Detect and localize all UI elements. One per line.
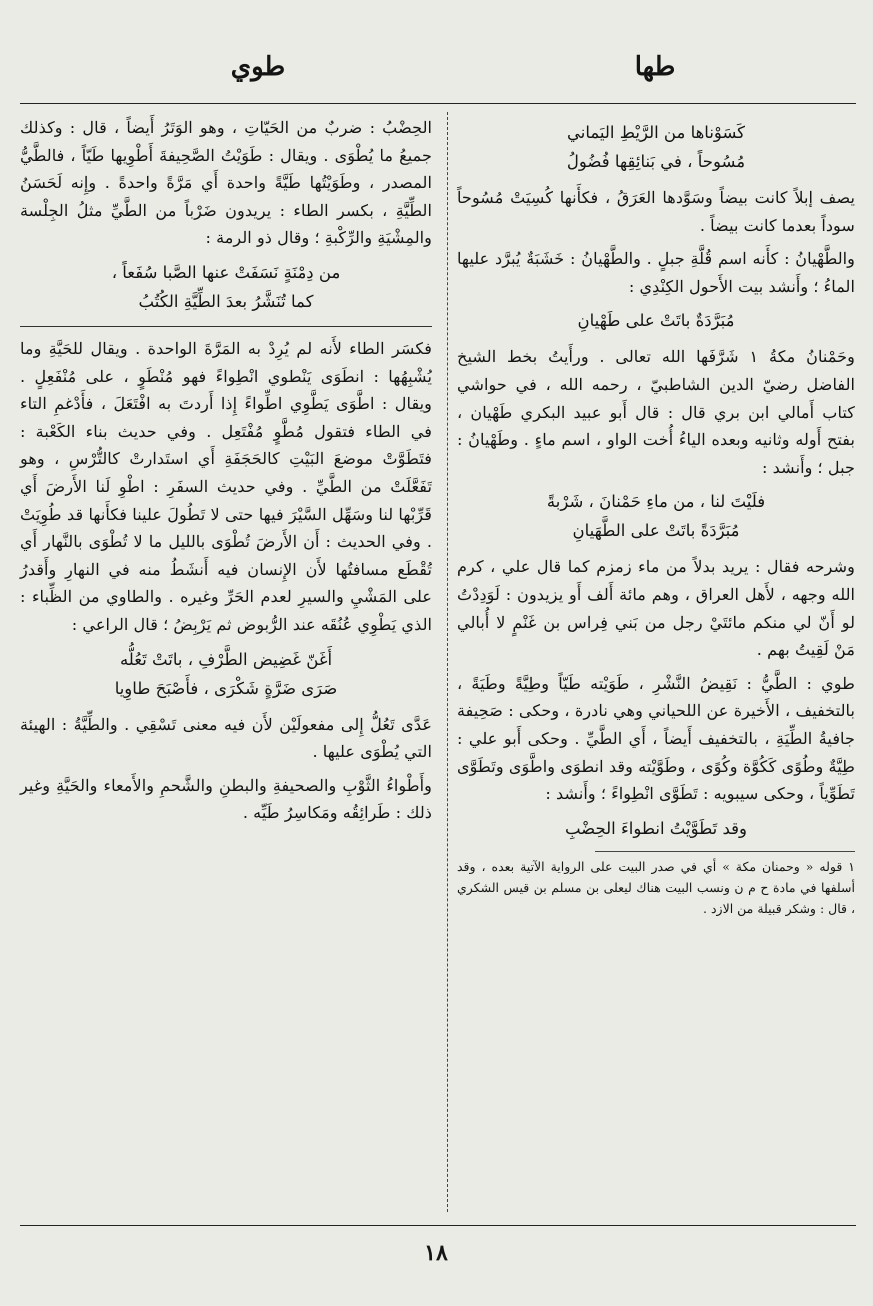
running-head-right: طها: [634, 52, 676, 82]
verse: [20, 645, 432, 703]
verse-line: مُسُوحاً ، في بَنائِقِها فُضُولُ: [566, 152, 746, 171]
verse-line: وقد تَطَوَّيْتُ انطواءَ الحِضْبِ: [564, 818, 748, 838]
paragraph: فكسَر الطاء لأَنه لم يُرِدْ به المَرَّةَ الواحدة . ويقال للحَيَّةِ وما يُشْبِهُها : انطَوَى يَنْطوي انْطِواءً فهو مُنْطَوٍ ، على مُنْفَعِلٍ . ويقال : اطَّوَى يَطَّوِي اطِّواءً إِذا أَردتَ به افْتَعَلَ ، فأَدْغمِ التاء في الطاء فتقول مُطَّوٍ مُفْتَعِل . وفي حديث بناء الكَعْبة : فتَطَوَّتْ موضعَ البَيْتِ كالحَجَفَةِ أَي استَدارتْ كالتُّرْسِ ، وهو تَفَعَّلَتْ من الطَّيِّ . وفي حديث السفَرِ : اطْوِ لَنا الأَرضَ أَي قَرِّبْها لنا وسَهِّل السَّيْرَ فيها حتى لا تَطُولَ علينا فكأَنها قد طُوِيَتْ . وفي الحديث : أَن الأَرضَ تُطْوَى بالليل ما لا تُطْوَى بالنَّهار أَي تُقْطَع مسافتُها لأَن الإِنسان فيه أَنشَطُ منه في النهارِ وأَقدرُ على المَشْيِ والسيرِ لعدم الحَرِّ وغيره . والطاوي من الظِّباء : الذي يَطْوِي عُنُقَه عند الرُّبوض ثم يَرْبِضُ ؛ قال الراعي :: [20, 338, 432, 634]
verse: [457, 487, 855, 545]
footnote: ١ قوله « وحمنان مكة » أي في صدر البيت على الرواية الآتية بعده ، وقد أسلفها في مادة ح م ن ونسب البيت هناك ليعلى بن مسلم بن قيس الشكري ، قال : وشكر قبيلة من الازد .: [457, 858, 855, 916]
verse: [457, 306, 855, 335]
verse-line: مُبَرَّدَةٌ باتَتْ على طَهْيانِ: [577, 311, 735, 331]
verse: [20, 258, 432, 316]
section-rule: [20, 326, 432, 327]
verse-line: كما تُنَشَّرُ بعدَ الطِّيَّةِ الكُتُبُ: [138, 291, 314, 311]
paragraph: الحِضْبُ : ضربٌ من الحَيّاتِ ، وهو الوَتَرُ أَيضاً ، قال : وكذلك جميعُ ما يُطْوَى . ويقال : طَوَيْتُ الصَّحِيفةَ أَطْوِيها طَيّاً ، فالطَّيُّ المصدر ، وطَوَيْتُها طَيَّةً واحدة أَي مَرَّةً واحدةً . وإِنه لَحَسَنُ الطِّيَّةِ ، بكسر الطاء : يريدون ضَرْباً من الطَّيِّ مثلُ الجِلْسة والمِشْيَةِ والرِّكْبةِ ؛ وقال ذو الرمة :: [20, 118, 432, 248]
footnote-rule: [595, 851, 855, 852]
verse-line: من دِمْنَةٍ نَسَفَتْ عنها الصَّبا سُفَعاً ،: [111, 262, 341, 282]
paragraph: عَدَّى تَعُلُّ إِلى مفعولَيْن لأَن فيه معنى تَسْقِي . والطِّيَّةُ : الهيئة التي يُطْوَى عليها .: [20, 714, 432, 762]
left-column: [20, 114, 432, 833]
entry-paragraph: طوي : الطَّيُّ : نَقِيضُ النَّشْرِ ، طَوَيْته طَيّاً وطِيَّةً وطَيَةً ، بالتخفيف ، الأَخيرة عن اللحياني وهي نادرة ، وحكى : صَحِيفة جافيةُ الطِّيَةِ ، بالتخفيف أَيضاً ، أَي الطَّيِّ . وحكى أَبو علي : طِيَّةٌ وطُوًى كَكُوَّة وكُوًى ، وطَوَّيْته وقد انطوَى واطَّوَى وتَطَوَّى تَطَوِّياً ، وحكى سيبويه : تَطَوَّى انْطِواءً ؛ وأَنشد :: [457, 673, 855, 804]
paragraph: يصف إبلاً كانت بيضاً وسَوَّدها العَرَقُ ، فكأَنها كُسِيَتْ مُسُوحاً سوداً بعدما كانت بيضاً .: [457, 188, 855, 235]
verse: [457, 118, 855, 176]
verse-line: أَغَنّ غَضِيض الطَّرْفِ ، باتَتْ تَعُلُّه: [119, 649, 333, 669]
header-rule: [20, 103, 856, 104]
paragraph: والطَّهْيانُ : كأَنه اسم قُلَّةِ جبلٍ . والطَّهْيانُ : خَشَبَةٌ يُبرَّد عليها الماءُ ؛ وأَنشد بيت الأَحول الكِنْدِي :: [457, 249, 855, 296]
verse-line: فلَيْتَ لنا ، من ماءِ حَمْنانَ ، شَرْبةً: [546, 492, 766, 512]
column-divider: [447, 112, 448, 1212]
verse-line: كَسَوْناها من الرَّيْطِ اليَماني: [566, 123, 746, 142]
verse-line: صَرَى ضَرَّةٍ شَكْرَى ، فأَصْبَحَ طاوِيا: [114, 678, 338, 698]
verse: [457, 814, 855, 843]
running-head-left: طوي: [230, 52, 286, 82]
paragraph: وحَمْنانُ مكةُ ١ شَرَّفَها الله تعالى . ورأَيتُ بخط الشيخ الفاضل رضيّ الدين الشاطبيّ ، رحمه الله ، في حواشي كتاب أَمالي ابن بري قال : قال أَبو عبيد البكري طَهْيان ، بفتح أَوله وثانيه وبعده الياءُ أُخت الواو ، اسم ماءٍ . وطَهْيانُ : جبل ؛ وأَنشد :: [457, 347, 855, 477]
page-number: ١٨: [424, 1240, 448, 1266]
paragraph: وشرحه فقال : يريد بدلاً من ماء زمزم كما قال علي ، كرم الله وجهه ، لأَهل العراق ، وهم مائة أَلف أَو يزيدون : لَوَدِدْتُ لو أَنّ لي منكم مائتَيْ رجل من بَني فِراس بن غَنْمٍ لا أُبالي مَنْ لَقِيتُ بهم .: [457, 557, 855, 660]
right-column: [457, 114, 855, 919]
paragraph: وأَطْواءُ الثَّوْبِ والصحيفةِ والبطنِ والشَّحمِ والأَمعاء والحَيَّةِ وغير ذلك : طَرائِقُه ومَكاسِرُ طَيِّه .: [20, 775, 432, 823]
footer-rule: [20, 1225, 856, 1226]
verse-line: مُبَرَّدَةً باتَتْ على الطَّهَيانِ: [572, 521, 740, 541]
